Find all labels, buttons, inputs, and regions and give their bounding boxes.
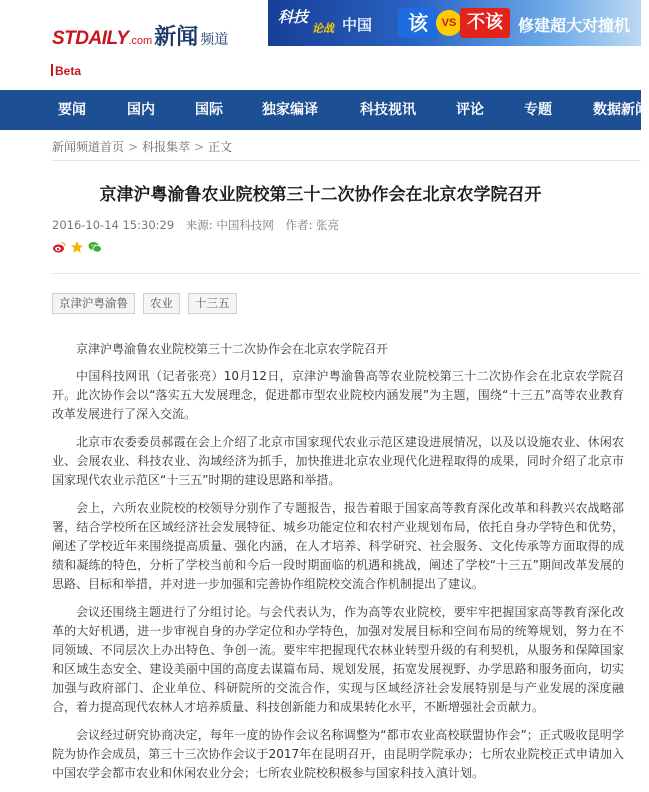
breadcrumb-sep: > [194,140,205,154]
article-paragraph: 中国科技网讯（记者张亮）10月12日，京津沪粤渝鲁高等农业院校第三十二次协作会在北京农学院召开。此次协作会以“落实五大发展理念，促进都市型农业院校内涵发展”为主题，围绕“十三五”高等农业教育改革发展进行了深入交流。 [52,369,624,421]
tag-item[interactable]: 京津沪粤渝鲁 [52,293,135,314]
breadcrumb-kebao[interactable]: 科报集萃 [142,140,191,154]
nav-item-shixun[interactable]: 科技视讯 [360,102,416,118]
tag-item[interactable]: 农业 [143,293,180,314]
banner-ad[interactable] [268,0,641,46]
banner-tail: 修建超大对撞机 [518,16,631,35]
logo-com: .com [128,35,153,47]
article-body [52,340,624,792]
article-date: 2016-10-14 15:30:29 [52,218,175,232]
banner-zhan: 论战 [312,22,334,35]
breadcrumb [52,138,232,155]
nav-item-yaowen[interactable]: 要闻 [58,102,86,118]
breadcrumb-home[interactable]: 新闻频道首页 [52,140,125,154]
nav-item-guonei[interactable]: 国内 [127,102,155,118]
meta-divider [52,273,641,274]
logo-stdaily: STDAILY [52,28,129,49]
breadcrumb-divider [52,160,641,161]
weibo-icon[interactable] [52,239,66,253]
article-paragraph: 会上，六所农业院校的校领导分别作了专题报告，报告着眼于国家高等教育深化改革和科教兴农战略部署，结合学校所在区域经济社会发展特征、城乡功能定位和农村产业规划布局，依托自身办学特色和优势，阐述了学校近年来围绕提高质量、强化内涵，在人才培养、科学研究、社会服务、文化传承等方面取得的成绩和凝练的特色，分析了学校当前和今后一段时期面临的机遇和挑战，阐述了学校“十三五”期间改革发展的思路、目标和举措，并对进一步加强和完善协作组院校交流合作机制提出了建议。 [52,501,624,591]
article-author: 作者: 张亮 [285,218,340,232]
breadcrumb-sep: > [128,140,139,154]
nav-item-dujia[interactable]: 独家编译 [262,102,318,118]
beta-text: Beta [55,64,82,78]
nav-item-shuju[interactable]: 数据新闻 [593,102,649,118]
logo-pindao: 频道 [200,32,229,48]
article-source: 来源: 中国科技网 [185,218,274,232]
wechat-icon[interactable] [88,239,102,253]
nav-item-guoji[interactable]: 国际 [195,102,223,118]
banner-gai: 该 [398,8,438,38]
tag-list [52,293,237,314]
article-paragraph: 北京市农委委员郝霞在会上介绍了北京市国家现代农业示范区建设进展情况，以及以设施农业、休闲农业、会展农业、科技农业、沟域经济为抓手，加快推进北京农业现代化进程取得的成果，同时介绍了北京市国家现代农业示范区“十三五”时期的建设思路和举措。 [52,435,624,487]
share-bar [52,239,102,253]
nav-item-pinglun[interactable]: 评论 [456,102,484,118]
beta-label [51,64,81,78]
beta-bar [51,64,53,76]
banner-bugai: 不该 [460,8,510,38]
banner-vs: VS [436,10,462,36]
main-nav [0,90,649,130]
banner-keji: 科技 [278,8,309,26]
breadcrumb-current: 正文 [208,140,233,154]
article-paragraph: 会议还围绕主题进行了分组讨论。与会代表认为，作为高等农业院校，要牢牢把握国家高等教育深化改革的大好机遇，进一步审视自身的办学定位和办学特色，加强对发展目标和空间布局的统筹规划，努力在不同领域、不同层次上办出特色、争创一流。要牢牢把握现代农林业转型升级的有利契机，从服务和保障国家和区域生态安全、建设美丽中国的高度去谋篇布局、规划发展，拓宽发展视野、办学思路和服务面向，切实加强与政府部门、企业单位、科研院所的交流合作，实现与区域经济社会发展特别是与产业发展的深度融合，着力提高现代农林人才培养质量、科技创新能力和成果转化水平，不断增强社会贡献力。 [52,605,624,714]
article-title: 京津沪粤渝鲁农业院校第三十二次协作会在北京农学院召开 [99,185,542,205]
article-meta [52,217,347,233]
banner-zhongguo: 中国 [342,16,373,34]
nav-item-zhuanti[interactable]: 专题 [524,102,552,118]
article-paragraph: 京津沪粤渝鲁农业院校第三十二次协作会在北京农学院召开 [76,342,389,356]
logo-xinwen: 新闻 [154,24,199,50]
site-logo[interactable] [52,20,228,50]
article-paragraph: 会议经过研究协商决定，每年一度的协作会议名称调整为“都市农业高校联盟协作会”；正式吸收昆明学院为协作会成员，第三十三次协作会议于2017年在昆明召开，由昆明学院承办；七所农业院校正式申请加入中国农学会都市农业和休闲农业分会；七所农业院校积极参与国家科技入滇计划。 [52,728,624,780]
tag-item[interactable]: 十三五 [188,293,237,314]
star-icon[interactable] [70,239,84,253]
